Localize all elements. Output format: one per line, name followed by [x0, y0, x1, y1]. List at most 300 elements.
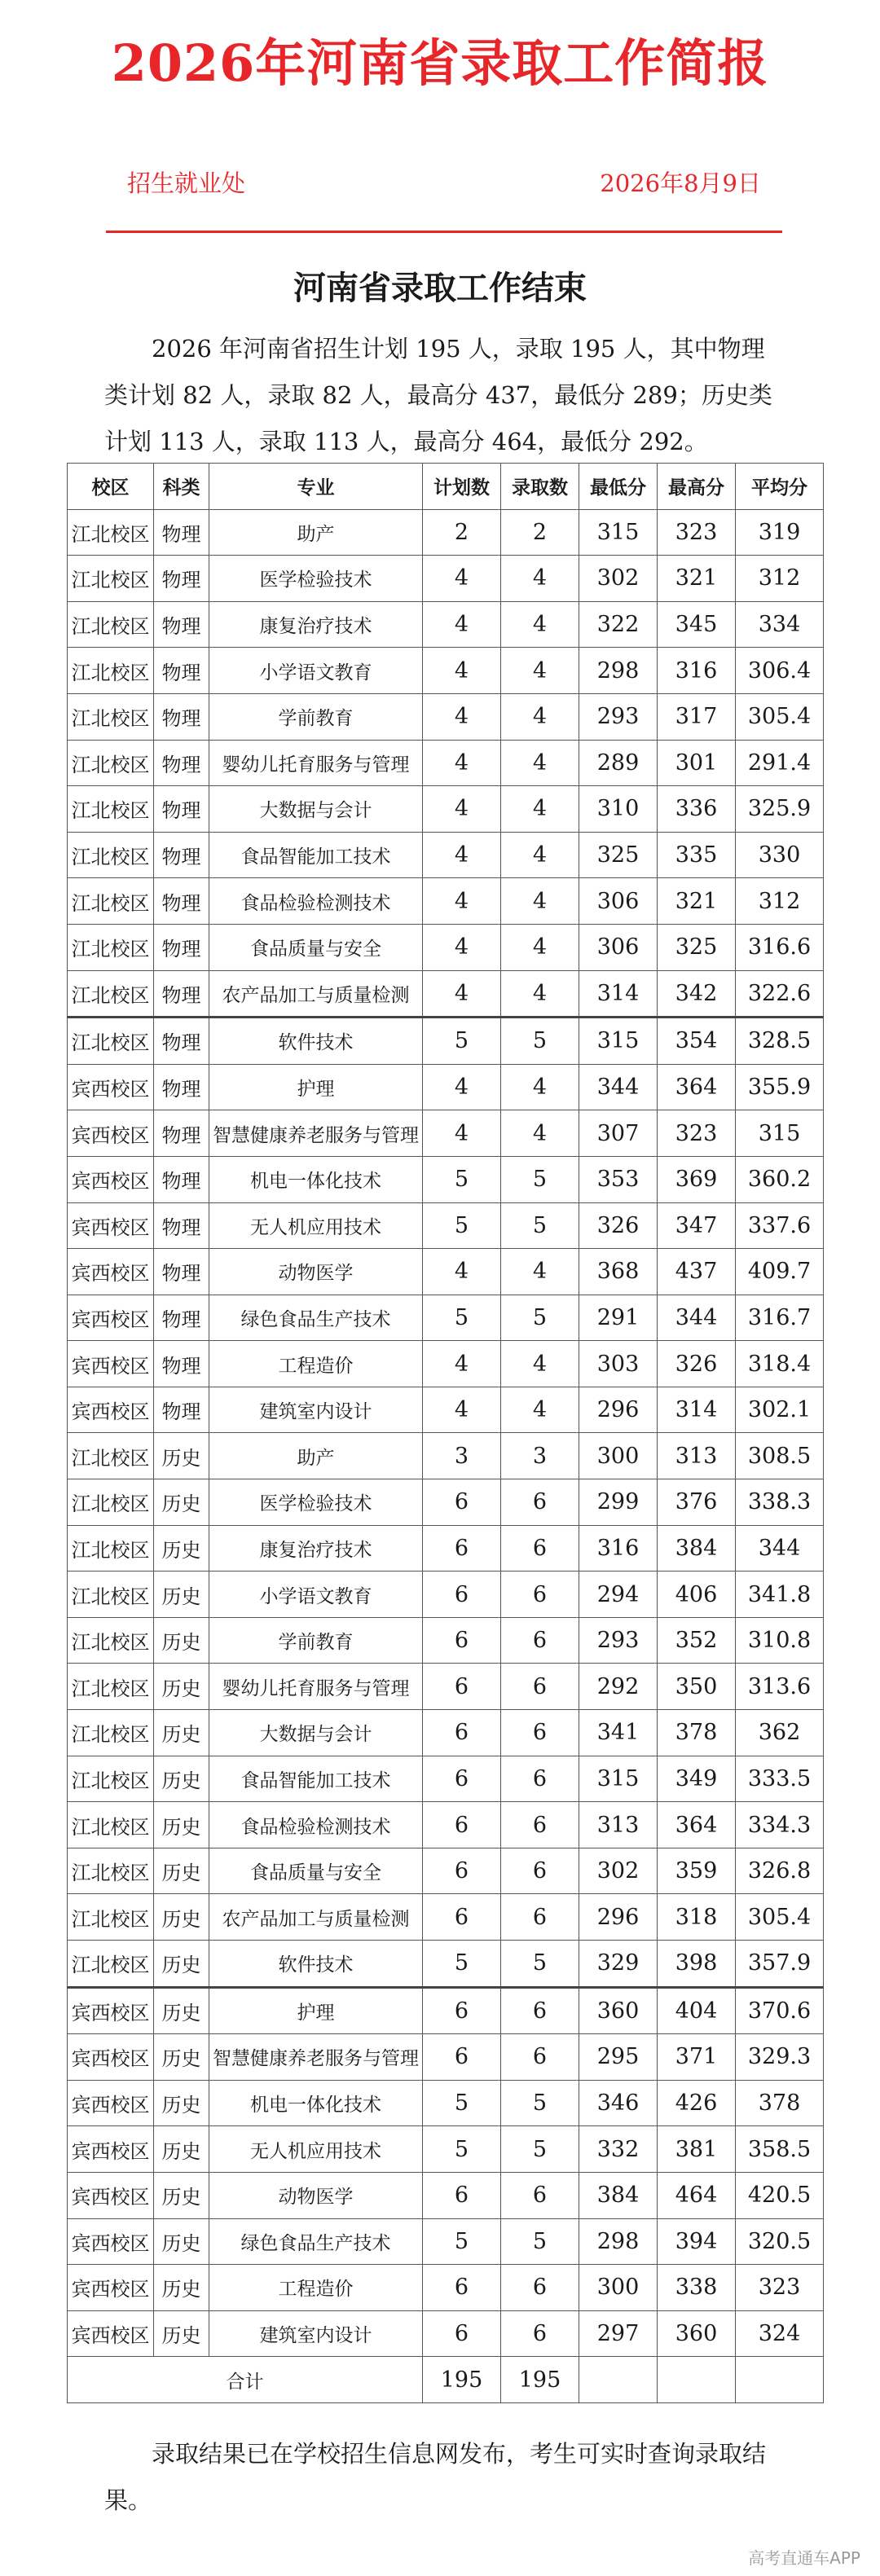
cell-subject: 历史 — [154, 1941, 209, 1988]
cell-major: 学前教育 — [209, 693, 423, 740]
cell-max-score: 323 — [658, 509, 736, 556]
table-row — [68, 1387, 824, 1433]
cell-plan: 4 — [423, 924, 501, 970]
cell-min-score: 292 — [579, 1664, 658, 1710]
cell-max-score: 364 — [658, 1802, 736, 1848]
cell-campus: 江北校区 — [68, 832, 154, 878]
cell-plan: 5 — [423, 2218, 501, 2265]
cell-admitted: 5 — [501, 2080, 579, 2126]
table-row — [68, 509, 824, 556]
cell-campus: 江北校区 — [68, 1572, 154, 1618]
cell-major: 学前教育 — [209, 1617, 423, 1664]
cell-min-score: 294 — [579, 1572, 658, 1618]
cell-max-score: 325 — [658, 924, 736, 970]
cell-admitted: 4 — [501, 878, 579, 925]
cell-avg-score: 409.7 — [736, 1249, 824, 1295]
cell-avg-score: 310.8 — [736, 1617, 824, 1664]
cell-major: 小学语文教育 — [209, 648, 423, 694]
cell-min-score: 289 — [579, 740, 658, 786]
cell-campus: 江北校区 — [68, 1848, 154, 1894]
cell-admitted: 6 — [501, 1710, 579, 1756]
table-row — [68, 1249, 824, 1295]
cell-plan: 4 — [423, 1064, 501, 1110]
cell-campus: 宾西校区 — [68, 2034, 154, 2081]
table-row — [68, 970, 824, 1018]
cell-major: 智慧健康养老服务与管理 — [209, 1110, 423, 1157]
cell-min-score: 306 — [579, 878, 658, 925]
cell-subject: 物理 — [154, 786, 209, 833]
cell-plan: 6 — [423, 1802, 501, 1848]
cell-major: 无人机应用技术 — [209, 2126, 423, 2173]
cell-admitted: 2 — [501, 509, 579, 556]
cell-min-score: 296 — [579, 1387, 658, 1433]
cell-max-score: 359 — [658, 1848, 736, 1894]
cell-major: 机电一体化技术 — [209, 1156, 423, 1202]
table-row — [68, 1433, 824, 1479]
total-admitted: 195 — [501, 2357, 579, 2403]
cell-admitted: 4 — [501, 1387, 579, 1433]
cell-subject: 物理 — [154, 970, 209, 1018]
cell-max-score: 426 — [658, 2080, 736, 2126]
cell-admitted: 4 — [501, 1110, 579, 1157]
header-avg-score: 平均分 — [736, 464, 824, 510]
table-row — [68, 878, 824, 925]
cell-plan: 4 — [423, 601, 501, 648]
cell-max-score: 381 — [658, 2126, 736, 2173]
header-max-score: 最高分 — [658, 464, 736, 510]
cell-admitted: 4 — [501, 786, 579, 833]
cell-max-score: 347 — [658, 1202, 736, 1249]
cell-subject: 物理 — [154, 1387, 209, 1433]
cell-min-score: 315 — [579, 1018, 658, 1065]
cell-subject: 历史 — [154, 2218, 209, 2265]
cell-campus: 宾西校区 — [68, 2080, 154, 2126]
table-row — [68, 2310, 824, 2357]
cell-campus: 宾西校区 — [68, 1249, 154, 1295]
cell-major: 食品智能加工技术 — [209, 1756, 423, 1802]
cell-subject: 物理 — [154, 924, 209, 970]
cell-plan: 6 — [423, 1479, 501, 1526]
table-row — [68, 1848, 824, 1894]
cell-avg-score: 360.2 — [736, 1156, 824, 1202]
cell-subject: 物理 — [154, 509, 209, 556]
cell-plan: 6 — [423, 1525, 501, 1572]
cell-avg-score: 308.5 — [736, 1433, 824, 1479]
table-row — [68, 2080, 824, 2126]
cell-max-score: 350 — [658, 1664, 736, 1710]
header-campus: 校区 — [68, 464, 154, 510]
cell-avg-score: 334.3 — [736, 1802, 824, 1848]
cell-min-score: 302 — [579, 556, 658, 602]
table-body — [68, 509, 824, 2357]
cell-subject: 物理 — [154, 693, 209, 740]
table-row — [68, 1894, 824, 1941]
cell-major: 食品质量与安全 — [209, 1848, 423, 1894]
cell-subject: 物理 — [154, 556, 209, 602]
cell-min-score: 368 — [579, 1249, 658, 1295]
cell-max-score: 318 — [658, 1894, 736, 1941]
table-row — [68, 1525, 824, 1572]
cell-max-score: 317 — [658, 693, 736, 740]
cell-subject: 物理 — [154, 740, 209, 786]
table-row — [68, 924, 824, 970]
cell-major: 食品检验检测技术 — [209, 1802, 423, 1848]
cell-campus: 江北校区 — [68, 693, 154, 740]
cell-max-score: 354 — [658, 1018, 736, 1065]
cell-plan: 4 — [423, 1387, 501, 1433]
cell-avg-score: 420.5 — [736, 2172, 824, 2218]
cell-avg-score: 312 — [736, 556, 824, 602]
cell-subject: 历史 — [154, 1894, 209, 1941]
cell-campus: 宾西校区 — [68, 1387, 154, 1433]
cell-major: 建筑室内设计 — [209, 1387, 423, 1433]
cell-subject: 历史 — [154, 1433, 209, 1479]
cell-max-score: 364 — [658, 1064, 736, 1110]
cell-campus: 江北校区 — [68, 970, 154, 1018]
cell-max-score: 394 — [658, 2218, 736, 2265]
cell-avg-score: 330 — [736, 832, 824, 878]
cell-subject: 历史 — [154, 2172, 209, 2218]
cell-avg-score: 316.6 — [736, 924, 824, 970]
cell-plan: 5 — [423, 1202, 501, 1249]
table-row — [68, 1572, 824, 1618]
cell-campus: 宾西校区 — [68, 2218, 154, 2265]
cell-min-score: 297 — [579, 2310, 658, 2357]
cell-major: 机电一体化技术 — [209, 2080, 423, 2126]
cell-avg-score: 302.1 — [736, 1387, 824, 1433]
cell-subject: 物理 — [154, 1156, 209, 1202]
table-row — [68, 786, 824, 833]
cell-max-score: 301 — [658, 740, 736, 786]
header-admitted: 录取数 — [501, 464, 579, 510]
cell-subject: 历史 — [154, 2265, 209, 2311]
cell-avg-score: 328.5 — [736, 1018, 824, 1065]
cell-campus: 宾西校区 — [68, 1987, 154, 2034]
cell-avg-score: 355.9 — [736, 1064, 824, 1110]
cell-major: 建筑室内设计 — [209, 2310, 423, 2357]
cell-admitted: 4 — [501, 556, 579, 602]
header-major: 专业 — [209, 464, 423, 510]
cell-subject: 物理 — [154, 878, 209, 925]
cell-major: 医学检验技术 — [209, 556, 423, 602]
cell-subject: 物理 — [154, 1018, 209, 1065]
cell-admitted: 6 — [501, 1664, 579, 1710]
cell-avg-score: 334 — [736, 601, 824, 648]
cell-min-score: 299 — [579, 1479, 658, 1526]
cell-max-score: 321 — [658, 878, 736, 925]
cell-plan: 4 — [423, 1341, 501, 1387]
cell-subject: 历史 — [154, 2080, 209, 2126]
cell-campus: 宾西校区 — [68, 1156, 154, 1202]
cell-campus: 江北校区 — [68, 1479, 154, 1526]
cell-subject: 历史 — [154, 1710, 209, 1756]
cell-max-score: 323 — [658, 1110, 736, 1157]
cell-subject: 历史 — [154, 1802, 209, 1848]
cell-plan: 6 — [423, 1664, 501, 1710]
cell-admitted: 6 — [501, 2265, 579, 2311]
header-subject: 科类 — [154, 464, 209, 510]
cell-plan: 5 — [423, 1295, 501, 1341]
cell-plan: 4 — [423, 556, 501, 602]
table-row — [68, 2034, 824, 2081]
table-row — [68, 1756, 824, 1802]
cell-avg-score: 337.6 — [736, 1202, 824, 1249]
cell-campus: 江北校区 — [68, 1525, 154, 1572]
cell-admitted: 6 — [501, 2172, 579, 2218]
cell-major: 无人机应用技术 — [209, 1202, 423, 1249]
cell-major: 助产 — [209, 1433, 423, 1479]
cell-campus: 江北校区 — [68, 1617, 154, 1664]
cell-max-score: 336 — [658, 786, 736, 833]
cell-plan: 6 — [423, 2172, 501, 2218]
cell-admitted: 5 — [501, 1018, 579, 1065]
cell-max-score: 335 — [658, 832, 736, 878]
cell-major: 工程造价 — [209, 1341, 423, 1387]
cell-subject: 历史 — [154, 1479, 209, 1526]
cell-major: 食品质量与安全 — [209, 924, 423, 970]
header-plan: 计划数 — [423, 464, 501, 510]
cell-plan: 6 — [423, 2265, 501, 2311]
cell-plan: 5 — [423, 1018, 501, 1065]
cell-admitted: 6 — [501, 1894, 579, 1941]
cell-major: 助产 — [209, 509, 423, 556]
cell-admitted: 4 — [501, 1341, 579, 1387]
cell-plan: 6 — [423, 1894, 501, 1941]
cell-campus: 宾西校区 — [68, 1064, 154, 1110]
cell-campus: 江北校区 — [68, 1433, 154, 1479]
cell-subject: 历史 — [154, 1617, 209, 1664]
cell-max-score: 398 — [658, 1941, 736, 1988]
cell-campus: 江北校区 — [68, 509, 154, 556]
cell-avg-score: 305.4 — [736, 693, 824, 740]
cell-min-score: 353 — [579, 1156, 658, 1202]
cell-campus: 宾西校区 — [68, 2172, 154, 2218]
cell-admitted: 6 — [501, 1756, 579, 1802]
cell-avg-score: 341.8 — [736, 1572, 824, 1618]
cell-plan: 4 — [423, 740, 501, 786]
total-label: 合计 — [68, 2357, 423, 2403]
cell-min-score: 293 — [579, 1617, 658, 1664]
cell-campus: 江北校区 — [68, 556, 154, 602]
cell-min-score: 313 — [579, 1802, 658, 1848]
cell-max-score: 404 — [658, 1987, 736, 2034]
cell-max-score: 384 — [658, 1525, 736, 1572]
table-row — [68, 1987, 824, 2034]
cell-admitted: 6 — [501, 1987, 579, 2034]
total-row — [68, 2357, 824, 2403]
cell-plan: 4 — [423, 648, 501, 694]
cell-major: 护理 — [209, 1987, 423, 2034]
cell-admitted: 6 — [501, 2310, 579, 2357]
cell-avg-score: 319 — [736, 509, 824, 556]
cell-avg-score: 358.5 — [736, 2126, 824, 2173]
cell-max-score: 321 — [658, 556, 736, 602]
table-row — [68, 648, 824, 694]
cell-admitted: 5 — [501, 1156, 579, 1202]
cell-admitted: 4 — [501, 648, 579, 694]
cell-max-score: 378 — [658, 1710, 736, 1756]
cell-admitted: 6 — [501, 1617, 579, 1664]
cell-plan: 5 — [423, 2126, 501, 2173]
cell-major: 智慧健康养老服务与管理 — [209, 2034, 423, 2081]
cell-min-score: 293 — [579, 693, 658, 740]
cell-campus: 宾西校区 — [68, 2126, 154, 2173]
table-row — [68, 832, 824, 878]
cell-max-score: 352 — [658, 1617, 736, 1664]
cell-min-score: 307 — [579, 1110, 658, 1157]
total-plan: 195 — [423, 2357, 501, 2403]
cell-max-score: 344 — [658, 1295, 736, 1341]
cell-plan: 4 — [423, 1110, 501, 1157]
cell-min-score: 298 — [579, 2218, 658, 2265]
cell-max-score: 437 — [658, 1249, 736, 1295]
cell-min-score: 314 — [579, 970, 658, 1018]
cell-max-score: 369 — [658, 1156, 736, 1202]
table-row — [68, 1156, 824, 1202]
cell-min-score: 325 — [579, 832, 658, 878]
cell-plan: 4 — [423, 970, 501, 1018]
header-divider — [106, 231, 782, 233]
cell-min-score: 302 — [579, 1848, 658, 1894]
cell-admitted: 4 — [501, 601, 579, 648]
cell-plan: 6 — [423, 1617, 501, 1664]
cell-avg-score: 378 — [736, 2080, 824, 2126]
cell-min-score: 295 — [579, 2034, 658, 2081]
cell-avg-score: 305.4 — [736, 1894, 824, 1941]
cell-admitted: 4 — [501, 970, 579, 1018]
cell-max-score: 371 — [658, 2034, 736, 2081]
cell-subject: 历史 — [154, 1756, 209, 1802]
cell-min-score: 291 — [579, 1295, 658, 1341]
watermark-text: 高考直通车APP — [748, 2548, 860, 2568]
cell-admitted: 6 — [501, 1802, 579, 1848]
bulletin-title: 2026年河南省录取工作简报 — [111, 33, 769, 93]
cell-max-score: 406 — [658, 1572, 736, 1618]
cell-plan: 4 — [423, 786, 501, 833]
cell-campus: 江北校区 — [68, 1018, 154, 1065]
cell-max-score: 326 — [658, 1341, 736, 1387]
cell-campus: 江北校区 — [68, 1802, 154, 1848]
cell-admitted: 4 — [501, 924, 579, 970]
cell-plan: 6 — [423, 2034, 501, 2081]
cell-avg-score: 315 — [736, 1110, 824, 1157]
cell-subject: 物理 — [154, 1341, 209, 1387]
cell-subject: 历史 — [154, 1525, 209, 1572]
cell-avg-score: 320.5 — [736, 2218, 824, 2265]
cell-max-score: 338 — [658, 2265, 736, 2311]
cell-max-score: 376 — [658, 1479, 736, 1526]
cell-campus: 江北校区 — [68, 601, 154, 648]
cell-campus: 江北校区 — [68, 1894, 154, 1941]
cell-major: 农产品加工与质量检测 — [209, 970, 423, 1018]
cell-subject: 历史 — [154, 1987, 209, 2034]
cell-plan: 6 — [423, 2310, 501, 2357]
table-row — [68, 601, 824, 648]
table-row — [68, 556, 824, 602]
cell-min-score: 329 — [579, 1941, 658, 1988]
cell-min-score: 315 — [579, 509, 658, 556]
table-row — [68, 1202, 824, 1249]
cell-admitted: 4 — [501, 740, 579, 786]
cell-plan: 6 — [423, 1848, 501, 1894]
cell-campus: 宾西校区 — [68, 1341, 154, 1387]
admission-table — [67, 463, 824, 2403]
cell-campus: 江北校区 — [68, 1710, 154, 1756]
cell-min-score: 306 — [579, 924, 658, 970]
table-row — [68, 1295, 824, 1341]
cell-avg-score: 338.3 — [736, 1479, 824, 1526]
cell-campus: 宾西校区 — [68, 1110, 154, 1157]
cell-avg-score: 318.4 — [736, 1341, 824, 1387]
cell-major: 工程造价 — [209, 2265, 423, 2311]
cell-max-score: 349 — [658, 1756, 736, 1802]
cell-major: 绿色食品生产技术 — [209, 1295, 423, 1341]
cell-plan: 6 — [423, 1987, 501, 2034]
cell-min-score: 300 — [579, 2265, 658, 2311]
cell-avg-score: 357.9 — [736, 1941, 824, 1988]
cell-campus: 宾西校区 — [68, 2265, 154, 2311]
article-title: 河南省录取工作结束 — [293, 269, 587, 307]
cell-major: 大数据与会计 — [209, 1710, 423, 1756]
table-row — [68, 1664, 824, 1710]
cell-major: 护理 — [209, 1064, 423, 1110]
cell-subject: 物理 — [154, 1249, 209, 1295]
cell-max-score: 314 — [658, 1387, 736, 1433]
cell-subject: 物理 — [154, 1202, 209, 1249]
cell-major: 绿色食品生产技术 — [209, 2218, 423, 2265]
cell-plan: 6 — [423, 1572, 501, 1618]
cell-min-score: 298 — [579, 648, 658, 694]
cell-subject: 物理 — [154, 648, 209, 694]
cell-admitted: 6 — [501, 1525, 579, 1572]
cell-subject: 物理 — [154, 832, 209, 878]
cell-admitted: 6 — [501, 1479, 579, 1526]
cell-campus: 宾西校区 — [68, 1295, 154, 1341]
cell-admitted: 5 — [501, 1202, 579, 1249]
cell-min-score: 322 — [579, 601, 658, 648]
cell-admitted: 6 — [501, 1848, 579, 1894]
total-empty-cell — [736, 2357, 824, 2403]
cell-major: 康复治疗技术 — [209, 1525, 423, 1572]
cell-admitted: 3 — [501, 1433, 579, 1479]
cell-avg-score: 291.4 — [736, 740, 824, 786]
cell-avg-score: 344 — [736, 1525, 824, 1572]
cell-admitted: 5 — [501, 2218, 579, 2265]
cell-avg-score: 362 — [736, 1710, 824, 1756]
cell-subject: 历史 — [154, 1572, 209, 1618]
cell-max-score: 360 — [658, 2310, 736, 2357]
cell-avg-score: 322.6 — [736, 970, 824, 1018]
total-empty-cell — [658, 2357, 736, 2403]
cell-admitted: 5 — [501, 1295, 579, 1341]
table-header-row — [68, 464, 824, 510]
table-row — [68, 1110, 824, 1157]
cell-min-score: 332 — [579, 2126, 658, 2173]
cell-max-score: 345 — [658, 601, 736, 648]
cell-admitted: 4 — [501, 832, 579, 878]
cell-plan: 4 — [423, 1249, 501, 1295]
cell-min-score: 326 — [579, 1202, 658, 1249]
cell-plan: 6 — [423, 1756, 501, 1802]
table-row — [68, 740, 824, 786]
cell-subject: 物理 — [154, 601, 209, 648]
cell-plan: 2 — [423, 509, 501, 556]
cell-campus: 宾西校区 — [68, 1202, 154, 1249]
cell-major: 动物医学 — [209, 2172, 423, 2218]
cell-subject: 历史 — [154, 1664, 209, 1710]
issue-date: 2026年8月9日 — [600, 169, 761, 197]
cell-campus: 江北校区 — [68, 924, 154, 970]
